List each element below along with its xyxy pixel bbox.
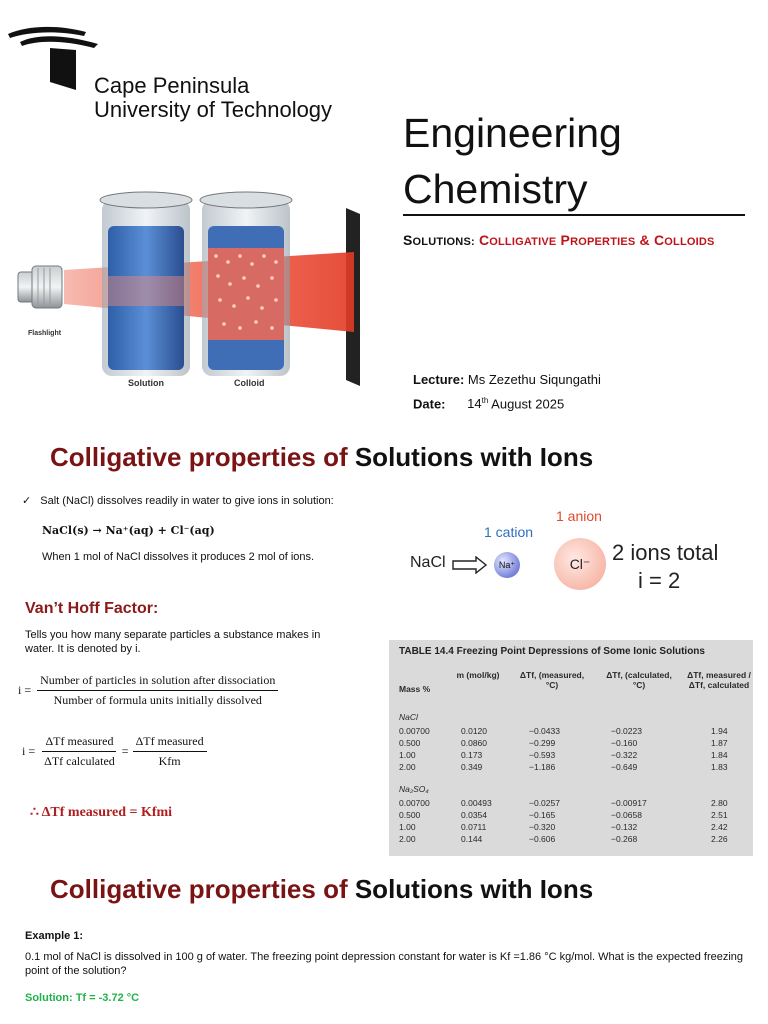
table-cell: 1.94 — [711, 726, 728, 736]
solution-label: Solution — [128, 378, 164, 388]
table-cell: −0.165 — [529, 810, 556, 820]
freezing-point-table-image — [389, 640, 753, 856]
formula1-denominator: Number of formula units initially dissolved — [53, 693, 262, 707]
table-cell: 1.84 — [711, 750, 728, 760]
heading2-part1: Colligative properties of — [50, 874, 348, 904]
table-cell: −0.593 — [529, 750, 556, 760]
date-label: Date: — [413, 396, 446, 412]
formula2-numerator: ΔTf measured — [42, 734, 116, 752]
mol-note: When 1 mol of NaCl dissolves it produces 2 mol of ions. — [42, 551, 315, 563]
table-group-label: NaCl — [399, 712, 418, 722]
vant-hoff-heading: Van’t Hoff Factor: — [25, 600, 159, 617]
table-cell: 0.349 — [461, 762, 483, 772]
table-cell: 0.0120 — [461, 726, 487, 736]
table-cell: 2.51 — [711, 810, 728, 820]
formula3-denominator: Kfm — [158, 754, 181, 768]
example-question: 0.1 mol of NaCl is dissolved in 100 g of water. The freezing point depression constant for water is Kf =1.86 °C kg/mol. What is the expected freezing point of the solution? — [25, 951, 744, 977]
table-cell: −0.0257 — [529, 798, 560, 808]
heading1-part2: Solutions with Ions — [354, 442, 594, 472]
arrow-icon — [452, 556, 488, 574]
anion-label: 1 anion — [556, 508, 602, 524]
subtitle-amp: & — [639, 232, 650, 248]
date-day: 14 — [467, 396, 482, 412]
flashlight-label: Flashlight — [28, 330, 62, 337]
table-cell: −0.606 — [529, 834, 556, 844]
table-cell: 0.00493 — [461, 798, 492, 808]
table-cell: −0.132 — [611, 822, 638, 832]
table-cell: 0.500 — [399, 738, 421, 748]
table-cell: 1.00 — [399, 750, 416, 760]
example-heading: Example 1: — [25, 930, 84, 942]
table-cell: 2.26 — [711, 834, 728, 844]
table-cell: 0.00700 — [399, 726, 430, 736]
bullet-item — [22, 494, 334, 508]
lecturer-label: Lecture: — [413, 372, 465, 387]
university-name-line2: University of Technology — [94, 97, 333, 122]
table-header: ΔTf, (measured, °C) — [519, 670, 585, 690]
university-name-line1: Cape Peninsula — [94, 73, 250, 98]
ion-diagram — [400, 506, 730, 602]
table-cell: 2.80 — [711, 798, 728, 808]
nacl-label: NaCl — [410, 554, 446, 571]
table-cell: 0.0711 — [461, 822, 487, 832]
subtitle-colligative: OLLIGATIVE — [489, 236, 557, 248]
formula1-lhs: i = — [18, 683, 32, 697]
date-row — [413, 396, 564, 411]
university-logo — [6, 24, 106, 99]
vant-hoff-description: Tells you how many separate particles a substance makes in water. It is denoted by i. — [25, 629, 321, 655]
vant-hoff-formula-1 — [18, 673, 278, 708]
table-cell: −0.0223 — [611, 726, 642, 736]
table-cell: 2.00 — [399, 762, 416, 772]
table-cell: −0.0658 — [611, 810, 642, 820]
colloid-label: Colloid — [234, 378, 265, 388]
table-cell: 0.0860 — [461, 738, 487, 748]
university-name — [94, 74, 332, 122]
table-cell: 2.00 — [399, 834, 416, 844]
table-header: m (mol/kg) — [456, 670, 500, 680]
table-cell: 0.173 — [461, 750, 483, 760]
subtitle-colloids: OLLOIDS — [664, 236, 715, 248]
table-cell: 0.144 — [461, 834, 483, 844]
lecturer-row — [413, 372, 601, 387]
subtitle-s: S — [403, 232, 413, 248]
course-title-line1: Engineering — [403, 110, 622, 156]
table-header: ΔTf, (calculated, °C) — [606, 670, 672, 690]
table-cell: −1.186 — [529, 762, 556, 772]
cl-ion: Cl⁻ — [554, 538, 606, 590]
subtitle-c2: C — [653, 232, 665, 248]
dissociation-equation: NaCl(s) → Na⁺(aq) + Cl⁻(aq) — [42, 524, 215, 537]
table-cell: 1.00 — [399, 822, 416, 832]
heading2-part2: Solutions with Ions — [354, 874, 594, 904]
check-icon: ✓ — [22, 495, 32, 507]
heading1-part1: Colligative properties of — [50, 442, 348, 472]
table-cell: −0.299 — [529, 738, 556, 748]
vant-hoff-formula-2 — [22, 734, 207, 769]
subtitle-p: P — [560, 232, 571, 248]
formula2-denominator: ΔTf calculated — [44, 754, 115, 768]
table-cell: −0.0433 — [529, 726, 560, 736]
table-cell: 0.00700 — [399, 798, 430, 808]
i-value: i = 2 — [638, 568, 681, 593]
table-cell: 1.87 — [711, 738, 728, 748]
formula1-numerator: Number of particles in solution after dissociation — [37, 673, 278, 691]
table-cell: −0.322 — [611, 750, 638, 760]
formula3-numerator: ΔTf measured — [133, 734, 207, 752]
table-header: Mass % — [399, 684, 431, 694]
lecturer-name: Ms Zezethu Siqungathi — [467, 372, 601, 387]
table-header: ΔTf, measured / ΔTf, calculated — [687, 670, 751, 690]
table-cell: −0.320 — [529, 822, 556, 832]
subtitle-c1: C — [478, 232, 490, 248]
table-cell: −0.160 — [611, 738, 638, 748]
cation-label: 1 cation — [484, 524, 534, 540]
table-title: TABLE 14.4 Freezing Point Depressions of Some Ionic Solutions — [399, 646, 705, 657]
tyndall-effect-figure — [14, 186, 386, 401]
section-heading-2 — [50, 874, 593, 905]
lecture-subtitle — [403, 232, 715, 248]
table-cell: 0.0354 — [461, 810, 487, 820]
example-solution: Solution: Tf = -3.72 °C — [25, 992, 140, 1004]
table-group-label: Na₂SO₄ — [399, 784, 429, 794]
formula2-equals: = — [121, 744, 129, 758]
date-suffix: th — [481, 396, 489, 405]
formula2-lhs: i = — [22, 744, 36, 758]
table-cell: 1.83 — [711, 762, 728, 772]
subtitle-properties: ROPERTIES — [570, 236, 636, 248]
measured-depression-formula: ∴ ΔTf measured = Kfmi — [30, 805, 173, 820]
bullet-text: Salt (NaCl) dissolves readily in water to give ions in solution: — [40, 495, 334, 507]
section-heading-1 — [50, 442, 593, 473]
table-cell: −0.268 — [611, 834, 638, 844]
title-divider — [403, 214, 745, 216]
table-cell: 0.500 — [399, 810, 421, 820]
course-title-line2: Chemistry — [403, 166, 588, 212]
table-cell: −0.00917 — [611, 798, 647, 808]
ion-total: 2 ions total — [612, 540, 719, 565]
subtitle-solutions: OLUTIONS: — [412, 236, 475, 248]
date-rest: August 2025 — [488, 396, 565, 412]
na-ion: Na⁺ — [494, 552, 520, 578]
table-cell: 2.42 — [711, 822, 728, 832]
table-cell: −0.649 — [611, 762, 638, 772]
